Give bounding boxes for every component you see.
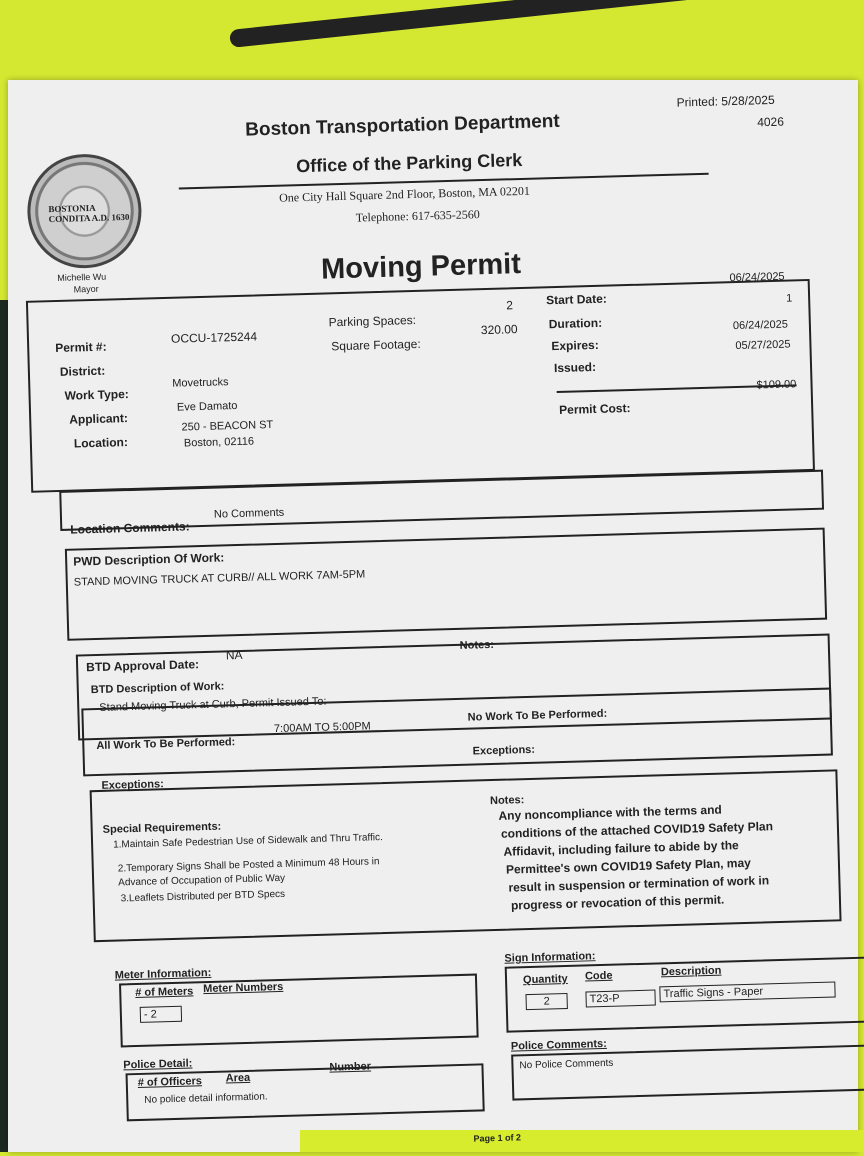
special-notes-line3: Affidavit, including failure to abide by the (503, 838, 739, 859)
police-detail-value: No police detail information. (144, 1091, 268, 1106)
location-line1: 250 - BEACON ST (181, 418, 274, 434)
square-footage-value: 320.00 (480, 322, 518, 338)
office-address: One City Hall Square 2nd Floor, Boston, MA 02201 (278, 183, 531, 205)
issued-label: Issued: (553, 359, 597, 376)
sign-info-label: Sign Information: (504, 950, 596, 965)
meter-count-header: # of Meters (135, 985, 194, 1000)
sign-quantity-value: 2 (525, 993, 567, 1010)
police-comments-box (511, 1044, 864, 1100)
permit-number: OCCU-1725244 (170, 329, 258, 346)
btd-approval-value: NA (225, 647, 243, 663)
location-comments-value: No Comments (213, 506, 285, 521)
office-telephone: Telephone: 617-635-2560 (355, 207, 481, 225)
location-label: Location: (73, 435, 129, 451)
special-notes-line6: progress or revocation of this permit. (510, 892, 725, 913)
mayor-title: Mayor (73, 283, 99, 295)
special-notes-label: Notes: (489, 794, 525, 808)
district-label: District: (59, 363, 106, 379)
meter-numbers-header: Meter Numbers (203, 980, 284, 996)
all-work-label: All Work To Be Performed: (96, 736, 236, 753)
no-work-label: No Work To Be Performed: (467, 707, 608, 724)
parking-spaces-value: 2 (506, 298, 514, 313)
applicant-label: Applicant: (69, 411, 129, 427)
meter-count-value: - 2 (140, 1006, 182, 1023)
permit-number-label: Permit #: (55, 339, 107, 356)
page-number: Page 1 of 2 (473, 1132, 522, 1144)
mayor-name: Michelle Wu (57, 271, 107, 283)
police-area-header: Area (225, 1071, 251, 1085)
sign-description-value: Traffic Signs - Paper (659, 982, 835, 1003)
page-title: Moving Permit (320, 248, 522, 286)
meter-info-label: Meter Information: (114, 966, 212, 982)
police-number-header: Number (329, 1060, 372, 1074)
print-number: 4026 (757, 114, 785, 130)
sign-code-value: T23-P (585, 990, 655, 1008)
duration-label: Duration: (548, 315, 603, 332)
parking-spaces-label: Parking Spaces: (328, 312, 417, 330)
pwd-label: PWD Description Of Work: (73, 550, 225, 569)
btd-description-value: Stand Moving Truck at Curb, Permit Issued To: (99, 695, 327, 714)
special-notes-line5: result in suspension or termination of work in (508, 873, 770, 895)
city-seal (26, 153, 143, 270)
special-item-2b: Advance of Occupation of Public Way (118, 872, 286, 889)
department-name: Boston Transportation Department (244, 110, 560, 141)
special-requirements-label: Special Requirements: (102, 820, 222, 836)
police-comments-value: No Police Comments (519, 1057, 614, 1072)
location-line2: Boston, 02116 (183, 435, 255, 450)
pwd-value: STAND MOVING TRUCK AT CURB// ALL WORK 7AM-5PM (73, 568, 366, 589)
issued-value: 05/27/2025 (735, 338, 791, 353)
start-date-label: Start Date: (545, 291, 607, 308)
sign-quantity-header: Quantity (522, 972, 568, 987)
expires-label: Expires: (551, 337, 599, 354)
location-comments-label: Location Comments: (70, 519, 190, 537)
printed-date: Printed: 5/28/2025 (676, 92, 775, 110)
office-name: Office of the Parking Clerk (295, 149, 523, 177)
all-work-value: 7:00AM TO 5:00PM (273, 720, 371, 736)
permit-cost-value: $109.00 (756, 378, 797, 392)
square-footage-label: Square Footage: (331, 336, 421, 354)
police-detail-label: Police Detail: (123, 1057, 193, 1072)
applicant-value: Eve Damato (176, 399, 238, 414)
special-item-3: 3.Leaflets Distributed per BTD Specs (120, 888, 286, 905)
police-officers-header: # of Officers (137, 1075, 203, 1090)
special-notes-line1: Any noncompliance with the terms and (498, 802, 722, 823)
sign-description-header: Description (660, 964, 722, 979)
exceptions-right-label: Exceptions: (472, 743, 536, 758)
sign-code-header: Code (584, 969, 613, 983)
duration-value: 1 (785, 292, 793, 305)
special-item-1: 1.Maintain Safe Pedestrian Use of Sidewalk and Thru Traffic. (112, 832, 383, 851)
special-notes-line4: Permittee's own COVID19 Safety Plan, may (505, 855, 752, 877)
work-type-label: Work Type: (64, 387, 129, 403)
work-type-value: Movetrucks (172, 376, 229, 390)
permit-info-box (26, 279, 815, 493)
police-comments-label: Police Comments: (510, 1037, 608, 1053)
police-detail-box (126, 1060, 485, 1121)
start-date-value: 06/24/2025 (729, 270, 785, 285)
btd-approval-label: BTD Approval Date: (85, 657, 200, 675)
btd-notes-label: Notes: (459, 638, 495, 652)
exceptions-left-label: Exceptions: (101, 778, 164, 792)
seal-text: BOSTONIA CONDITA A.D. 1630 (48, 202, 130, 225)
tape-strip (229, 0, 708, 48)
special-notes-line2: conditions of the attached COVID19 Safety Plan (500, 819, 774, 841)
special-item-2a: 2.Temporary Signs Shall be Posted a Minimum 48 Hours in (117, 856, 380, 875)
btd-description-label: BTD Description of Work: (90, 680, 225, 697)
expires-value: 06/24/2025 (732, 318, 789, 333)
permit-content (4, 73, 863, 1151)
permit-cost-label: Permit Cost: (558, 401, 631, 417)
